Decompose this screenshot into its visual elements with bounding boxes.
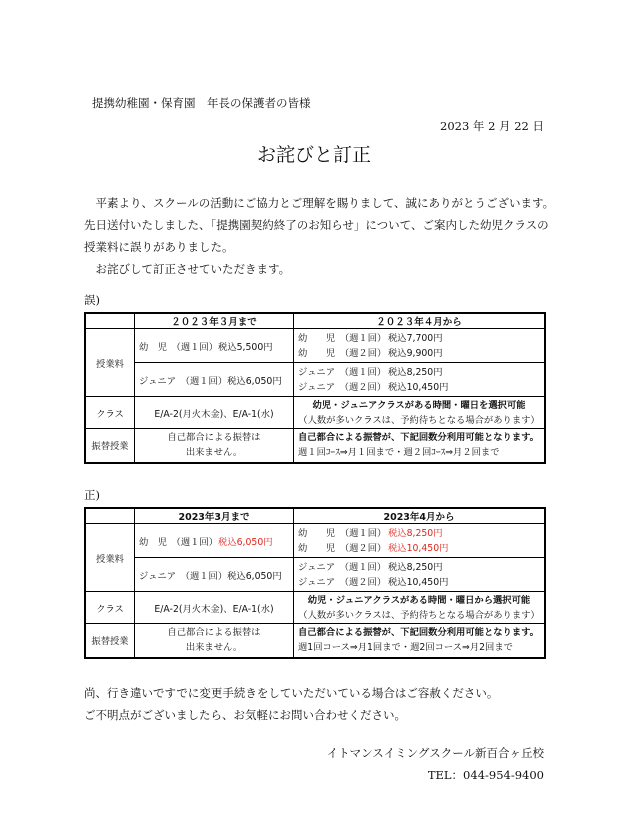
closing-line: ご不明点がございましたら、お気軽にお問い合わせください。 [84, 708, 406, 722]
wrong-section-label: 誤) [84, 293, 100, 307]
signature-block [327, 742, 544, 786]
fee-value: 税込9,900円 [388, 347, 443, 359]
class-new-line: 幼児・ジュニアクラスがある時間・曜日から選択可能 [307, 594, 531, 606]
youji-new-fee [294, 524, 546, 558]
fee-item: ジュニア （週１回） [298, 561, 387, 573]
junior-old-fee: ジュニア （週１回）税込6,050円 [135, 363, 294, 397]
furikae-old [135, 429, 294, 463]
fee-label: 授業料 [85, 329, 135, 397]
furikae-old-line: 出来ません。 [185, 447, 243, 459]
fee-item: ジュニア （週２回） [298, 381, 387, 393]
furikae-new-line: 週1回コース⇒月1回まで・週2回コース⇒月2回まで [298, 642, 513, 654]
youji-new-fee [294, 329, 546, 363]
fee-item: 幼 児 （週２回） [298, 347, 387, 359]
junior-new-fee [294, 558, 546, 592]
furikae-new-line: 自己都合による振替が、下記回数分利用可能となります。 [298, 627, 539, 639]
junior-new-fee [294, 363, 546, 397]
furikae-new [294, 429, 546, 463]
class-new-line: 幼児・ジュニアクラスがある時間・曜日を選択可能 [312, 399, 526, 411]
youji-old-fee [135, 524, 294, 558]
header-old: 2023年3月まで [135, 508, 294, 524]
class-new-note: （人数が多いクラスは、予約待ちとなる場合があります） [298, 609, 540, 621]
header-blank [85, 313, 135, 329]
date: 2023 年 2 月 22 日 [440, 119, 544, 133]
fee-label: 授業料 [85, 524, 135, 592]
header-blank [85, 508, 135, 524]
closing-text [84, 682, 498, 726]
fee-value: 税込10,450円 [388, 576, 449, 588]
fee-value: 税込8,250円 [388, 561, 443, 573]
furikae-label: 振替授業 [85, 429, 135, 463]
page-title: お詫びと訂正 [256, 144, 371, 166]
furikae-old [135, 624, 294, 658]
furikae-new [294, 624, 546, 658]
corrected-fee-value: 税込6,050円 [218, 536, 273, 548]
furikae-old-line: 自己都合による振替は [167, 627, 261, 639]
wrong-table [84, 312, 546, 464]
class-old: E/A-2(月火木金)、E/A-1(水) [135, 592, 294, 624]
class-label: クラス [85, 397, 135, 429]
corrected-fee-value: 税込10,450円 [388, 542, 449, 554]
class-new [294, 397, 546, 429]
correct-table [84, 507, 546, 659]
phone-number: TEL：044-954-9400 [427, 768, 544, 782]
fee-item: 幼 児 （週１回） [298, 332, 387, 344]
fee-value: 税込8,250円 [388, 366, 443, 378]
header-old: ２０２３年３月まで [135, 313, 294, 329]
furikae-new-line: 週１回ｺｰｽ⇒月１回まで・週２回ｺｰｽ⇒月２回まで [298, 447, 500, 459]
class-new-note: （人数が多いクラスは、予約待ちとなる場合があります） [298, 414, 540, 426]
furikae-old-line: 出来ません。 [185, 642, 243, 654]
body-line: 平素より、スクールの活動にご協力とご理解を賜りまして、誠にありがとうございます。 [84, 196, 555, 210]
furikae-old-line: 自己都合による振替は [167, 432, 261, 444]
body-line: 先日送付いたしました、「提携園契約終了のお知らせ」について、ご案内した幼児クラスの [84, 218, 549, 232]
furikae-new-line: 自己都合による振替が、下記回数分利用可能となります。 [298, 432, 539, 444]
junior-old-fee: ジュニア （週１回）税込6,050円 [135, 558, 294, 592]
fee-item: ジュニア （週１回） [298, 366, 387, 378]
body-text [84, 192, 554, 280]
youji-old-fee: 幼 児 （週１回）税込5,500円 [135, 329, 294, 363]
header-new: ２０２３年４月から [294, 313, 546, 329]
body-line: 授業料に誤りがありました。 [84, 240, 234, 254]
fee-item: 幼 児 （週１回） [139, 536, 219, 548]
fee-item: ジュニア （週２回） [298, 576, 387, 588]
furikae-label: 振替授業 [85, 624, 135, 658]
corrected-fee-value: 税込8,250円 [388, 527, 443, 539]
header-new: 2023年4月から [294, 508, 546, 524]
fee-value: 税込7,700円 [388, 332, 443, 344]
fee-item: 幼 児 （週２回） [298, 542, 387, 554]
correct-section-label: 正) [84, 488, 100, 502]
class-new [294, 592, 546, 624]
school-name: イトマンスイミングスクール新百合ヶ丘校 [326, 746, 544, 760]
fee-item: 幼 児 （週１回） [298, 527, 387, 539]
fee-value: 税込10,450円 [388, 381, 449, 393]
closing-line: 尚、行き違いですでに変更手続きをしていただいている場合はご容赦ください。 [84, 686, 499, 700]
body-line: お詫びして訂正させていただきます。 [84, 262, 291, 276]
recipient-line: 提携幼稚園・保育園 年長の保護者の皆様 [92, 96, 311, 110]
class-label: クラス [85, 592, 135, 624]
class-old: E/A-2(月火木金)、E/A-1(水) [135, 397, 294, 429]
